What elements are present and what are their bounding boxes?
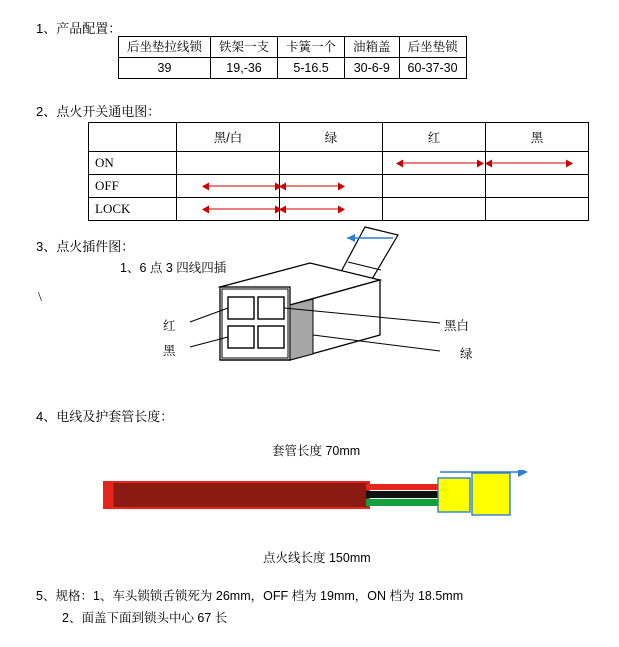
connection-arrow-icon — [397, 163, 483, 164]
connection-arrow-icon — [280, 209, 344, 210]
table-row — [119, 58, 467, 79]
wire-sleeve — [104, 482, 369, 508]
connection-arrow-icon — [203, 186, 281, 187]
table-cell — [280, 152, 383, 175]
connection-arrow-icon — [203, 209, 281, 210]
connector-diagram — [150, 225, 450, 385]
table-header-cell: 铁架一支 — [211, 37, 278, 58]
table-header-cell: 绿 — [280, 123, 383, 152]
table-cell — [280, 175, 383, 198]
table-row — [89, 175, 589, 198]
wire-strand-red — [366, 484, 438, 490]
connector-shaded-band — [290, 299, 313, 360]
table-cell: 39 — [119, 58, 211, 79]
table-cell — [177, 175, 280, 198]
spec-text-1: 1、车头锁锁舌锁死为 26mm，OFF 档为 19mm，ON 档为 18.5mm — [92, 589, 464, 603]
section-1-title: 1、产品配置： — [36, 21, 122, 36]
stray-backslash-mark: \ — [38, 290, 42, 305]
table-row — [119, 37, 467, 58]
wire-left-end-cap — [104, 482, 113, 508]
wire-strand-black — [366, 491, 438, 498]
pin-cavity-top-left — [228, 297, 254, 319]
table-cell: 30-6-9 — [345, 58, 400, 79]
product-config-table — [118, 36, 467, 79]
connection-arrow-icon — [280, 186, 344, 187]
table-cell: OFF — [89, 175, 177, 198]
connector-label-red: 红 — [163, 319, 176, 333]
section-2-title: 2、点火开关通电图： — [36, 104, 161, 119]
ribbon-arrow-head-icon — [347, 234, 355, 242]
connector-label-black: 黑 — [163, 344, 176, 358]
table-header-cell: 黑/白 — [177, 123, 280, 152]
table-header-cell — [89, 123, 177, 152]
connector-label-black-white: 黑白 — [444, 319, 470, 333]
table-cell: ON — [89, 152, 177, 175]
wire-strand-green — [366, 499, 438, 506]
table-cell — [486, 175, 589, 198]
terminal-block-large — [472, 473, 510, 515]
table-cell — [383, 152, 486, 175]
table-cell: 60-37-30 — [399, 58, 466, 79]
ignition-length-label: 点火线长度 150mm — [263, 551, 371, 565]
table-header-cell: 红 — [383, 123, 486, 152]
table-header-cell: 卡簧一个 — [278, 37, 345, 58]
wire-direction-arrow-icon — [518, 470, 528, 477]
spec-line-1 — [36, 585, 463, 607]
table-row — [89, 198, 589, 221]
pin-cavity-top-right — [258, 297, 284, 319]
table-cell: 19,-36 — [211, 58, 278, 79]
table-cell: 5-16.5 — [278, 58, 345, 79]
table-header-cell: 后坐垫锁 — [399, 37, 466, 58]
connector-label-green: 绿 — [460, 347, 473, 361]
table-row — [89, 152, 589, 175]
section-4-title: 4、电线及护套管长度： — [36, 409, 174, 424]
spec-line-2: 2、面盖下面到锁头中心 67 长 — [62, 611, 228, 625]
table-header-cell: 后坐垫拉线锁 — [119, 37, 211, 58]
pin-cavity-bottom-right — [258, 326, 284, 348]
connection-arrow-icon — [486, 163, 572, 164]
spec-block — [36, 585, 463, 629]
section-5-title: 5、规格： — [36, 589, 93, 603]
table-cell — [177, 198, 280, 221]
table-cell: LOCK — [89, 198, 177, 221]
connector-subtitle: 1、6 点 3 四线四插 — [120, 261, 227, 275]
table-header-cell: 油箱盖 — [345, 37, 400, 58]
ignition-switch-table — [88, 122, 589, 221]
sleeve-length-label: 套管长度 70mm — [272, 444, 361, 458]
table-cell — [280, 198, 383, 221]
wire-diagram — [100, 470, 530, 540]
table-header-cell: 黑 — [486, 123, 589, 152]
pin-cavity-bottom-left — [228, 326, 254, 348]
table-cell — [383, 198, 486, 221]
table-cell — [177, 152, 280, 175]
section-3-title: 3、点火插件图： — [36, 239, 135, 254]
table-row — [89, 123, 589, 152]
terminal-block-small — [438, 478, 470, 512]
table-cell — [486, 198, 589, 221]
table-cell — [486, 152, 589, 175]
table-cell — [383, 175, 486, 198]
